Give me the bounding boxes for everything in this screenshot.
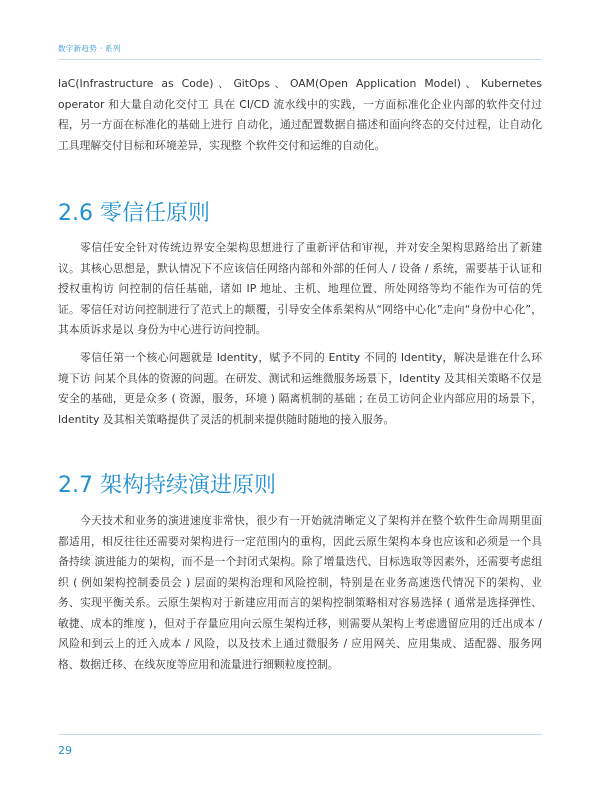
header-divider [58,59,542,60]
intro-paragraph: IaC(Infrastructure as Code)、GitOps、OAM(Open Application Model)、Kubernetes operator 和大量自动化交付工 具在 CI/CD 流水线中的实践，一方面标准化企业内部的软件交付过程，另一方面在标准化的基础上进行 自动化，通过配置数据自描述和面向终态的交付过程，让自动化工具理解交付目标和环境差异，实现整 个软件交付和运维的自动化。 [58,77,542,152]
section-2-6-paragraph-1: 零信任安全针对传统边界安全架构思想进行了重新评估和审视，并对安全架构思路给出了新建议。其核心思想是，默认情况下不应该信任网络内部和外部的任何人 / 设备 / 系统，需要基于认证和授权重构访 问控制的信任基础，诸如 IP 地址、主机、地理位置、所处网络等均不能作为可信的凭证。零信任对访问控制进行了范式上的颠覆，引导安全体系架构从“网络中心化”走向“身份中心化”，其本质诉求是以 身份为中心进行访问控制。 [58,241,542,336]
running-header: 数字新趋势 · 系列 [58,44,121,53]
section-2-7-paragraph-1: 今天技术和业务的演进速度非常快，很少有一开始就清晰定义了架构并在整个软件生命周期里面都适用，相反往往还需要对架构进行一定范围内的重构，因此云原生架构本身也应该和必须是一个具备持续 演进能力的架构，而不是一个封闭式架构。除了增量迭代、目标选取等因素外，还需要考虑组织 ( 例如架构控制委员会 ) 层面的架构治理和风险控制，特别是在业务高速迭代情况下的架构、业务、实现平衡关系。云原生架构对于新建应用而言的架构控制策略相对容易选择 ( 通常是选择弹性、敏捷、成本的维度 )，但对于存量应用向云原生架构迁移，则需要从架构上考虑遗留应用的迁出成本 / 风险和到云上的迁入成本 / 风险，以及技术上通过微服务 / 应用网关、应用集成、适配器、服务网格、数据迁移、在线灰度等应用和流量进行细颗粒度控制。 [58,514,542,671]
page-number: 29 [58,744,72,757]
section-title-2-6: 2.6 零信任原则 [58,201,210,226]
section-2-6-paragraph-2: 零信任第一个核心问题就是 Identity，赋予不同的 Entity 不同的 Identity，解决是谁在什么环境下访 问某个具体的资源的问题。在研发、测试和运维微服务场景下，Identity 及其相关策略不仅是安全的基础，更是众多 ( 资源，服务，环境 ) 隔离机制的基础 ; 在员工访问企业内部应用的场景下，Identity 及其相关策略提供了灵活的机制来提供随时随地的接入服务。 [58,351,542,426]
section-title-2-7: 2.7 架构持续演进原则 [58,473,276,498]
footer-divider [58,734,542,735]
